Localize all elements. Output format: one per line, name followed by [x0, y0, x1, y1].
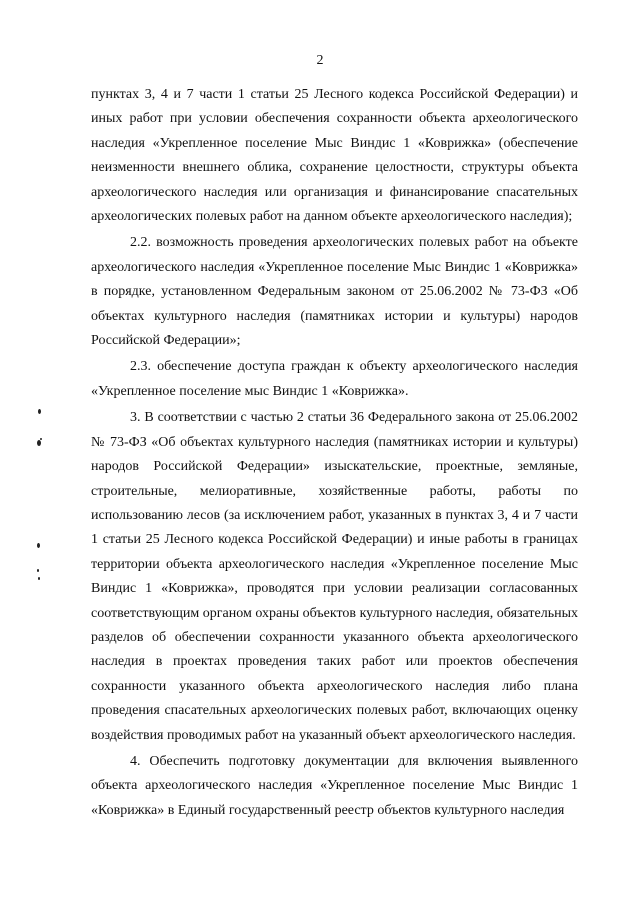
document-body: [91, 83, 578, 823]
scan-speck: [38, 577, 40, 580]
scan-speck: [37, 440, 41, 446]
paragraph-3: 3. В соответствии с частью 2 статьи 36 Федерального закона от 25.06.2002 № 73-ФЗ «Об объектах культурного наследия (памятниках истории и культуры) народов Российской Федерации» изыскательские, проектные, земляные, строительные, мелиоративные, хозяйственные работы, работы по использованию лесов (за исключением работ, указанных в пунктах 3, 4 и 7 части 1 статьи 25 Лесного кодекса Российской Федерации) и иные работы в границах территории объекта археологического наследия «Укрепленное поселение Мыс Виндис 1 «Коврижка», проводятся при условии реализации согласованных соответствующим органом охраны объектов культурного наследия, обязательных разделов об обеспечении сохранности указанного объекта археологического наследия в проектах проведения таких работ или проектов обеспечения сохранности указанного объекта археологического наследия либо плана проведения спасательных археологических полевых работ, включающих оценку воздействия проводимых работ на указанный объект археологического наследия.: [91, 410, 578, 743]
scan-speck: [40, 438, 42, 440]
paragraph-2-3: 2.3. обеспечение доступа граждан к объекту археологического наследия «Укрепленное поселение мыс Виндис 1 «Коврижка».: [91, 359, 578, 399]
paragraph-2-2: 2.2. возможность проведения археологических полевых работ на объекте археологического наследия «Укрепленное поселение Мыс Виндис 1 «Коврижка» в порядке, установленном Федеральным законом от 25.06.2002 № 73-ФЗ «Об объектах культурного наследия (памятниках истории и культуры) народов Российской Федерации»;: [91, 235, 578, 349]
scan-speck: [38, 409, 41, 414]
scan-speck: [37, 543, 40, 548]
paragraph-continuation: пунктах 3, 4 и 7 части 1 статьи 25 Лесного кодекса Российской Федерации) и иных работ при условии обеспечения сохранности объекта археологического наследия «Укрепленное поселение Мыс Виндис 1 «Коврижка» (обеспечение неизменности внешнего облика, сохранение целостности, структуры объекта археологического наследия или организация и финансирование спасательных археологических полевых работ на данном объекте археологического наследия);: [91, 87, 578, 225]
scan-speck: [37, 569, 39, 572]
page-number: 2: [316, 53, 324, 68]
paragraph-4: 4. Обеспечить подготовку документации для включения выявленного объекта археологического наследия «Укрепленное поселение Мыс Виндис 1 «Коврижка» в Единый государственный реестр объектов культурного наследия: [91, 753, 578, 818]
